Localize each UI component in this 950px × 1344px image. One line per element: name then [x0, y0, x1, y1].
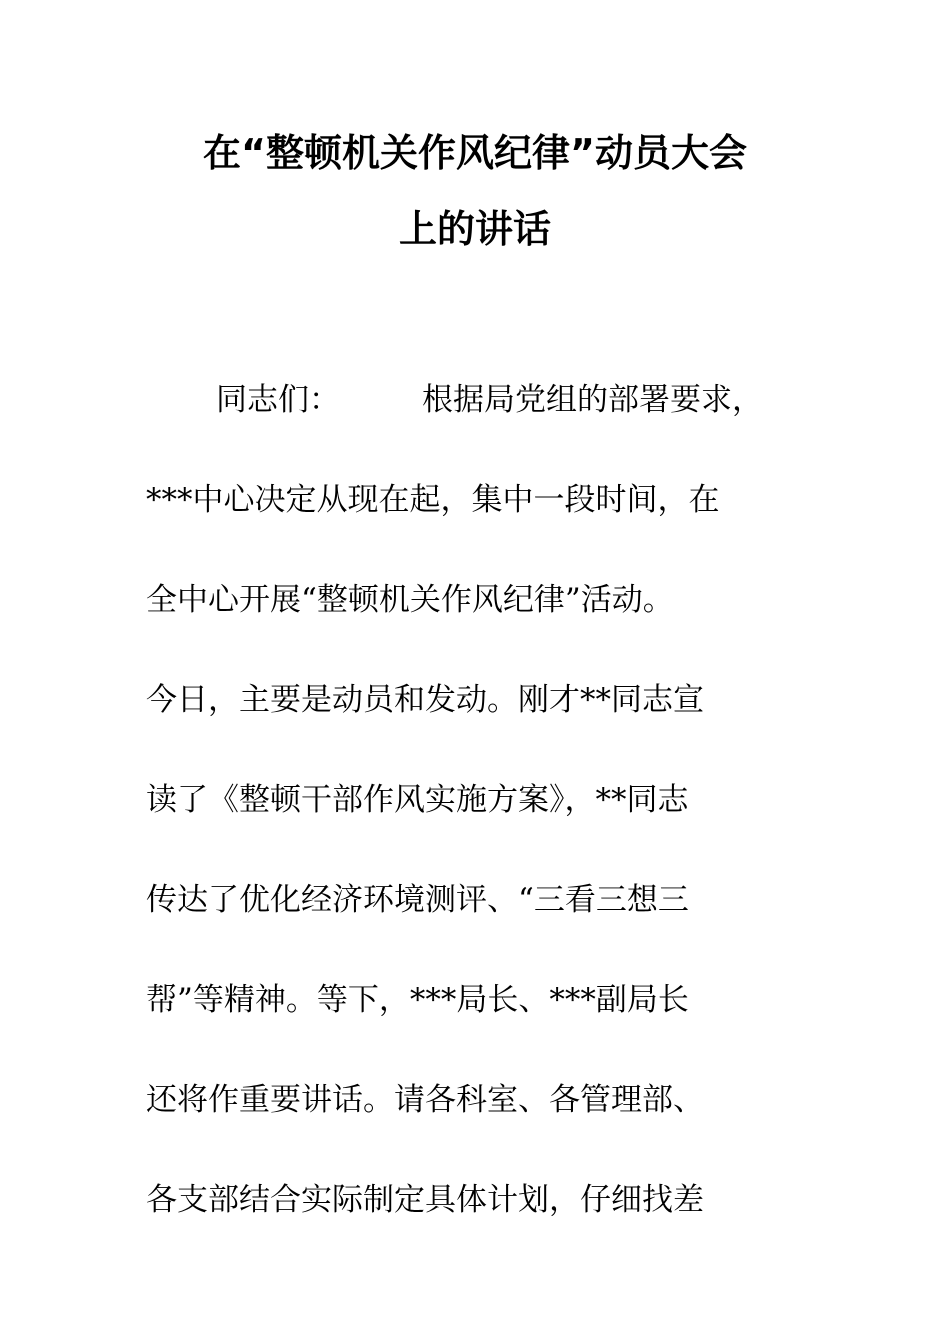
- paragraph-line: 还将作重要讲话。请各科室、各管理部、: [146, 1082, 704, 1118]
- paragraph-line: 各支部结合实际制定具体计划，仔细找差: [146, 1182, 704, 1218]
- title-line-1: 在“整顿机关作风纪律”动员大会: [203, 131, 747, 175]
- paragraph-line: 传达了优化经济环境测评、“三看三想三: [146, 882, 689, 918]
- paragraph-line: ***中心决定从现在起，集中一段时间，在: [146, 482, 720, 518]
- body-text: 根据局党组的部署要求，: [422, 382, 763, 418]
- paragraph-line: 全中心开展“整顿机关作风纪律”活动。: [146, 582, 674, 618]
- title-line-2: 上的讲话: [398, 207, 551, 251]
- paragraph-line: [146, 380, 806, 420]
- paragraph-line: 今日，主要是动员和发动。刚才**同志宣: [146, 682, 704, 718]
- paragraph-line: 读了《整顿干部作风实施方案》，**同志: [146, 782, 689, 818]
- paragraph-line: 帮”等精神。等下，***局长、***副局长: [146, 982, 689, 1018]
- greeting: 同志们：: [216, 382, 340, 418]
